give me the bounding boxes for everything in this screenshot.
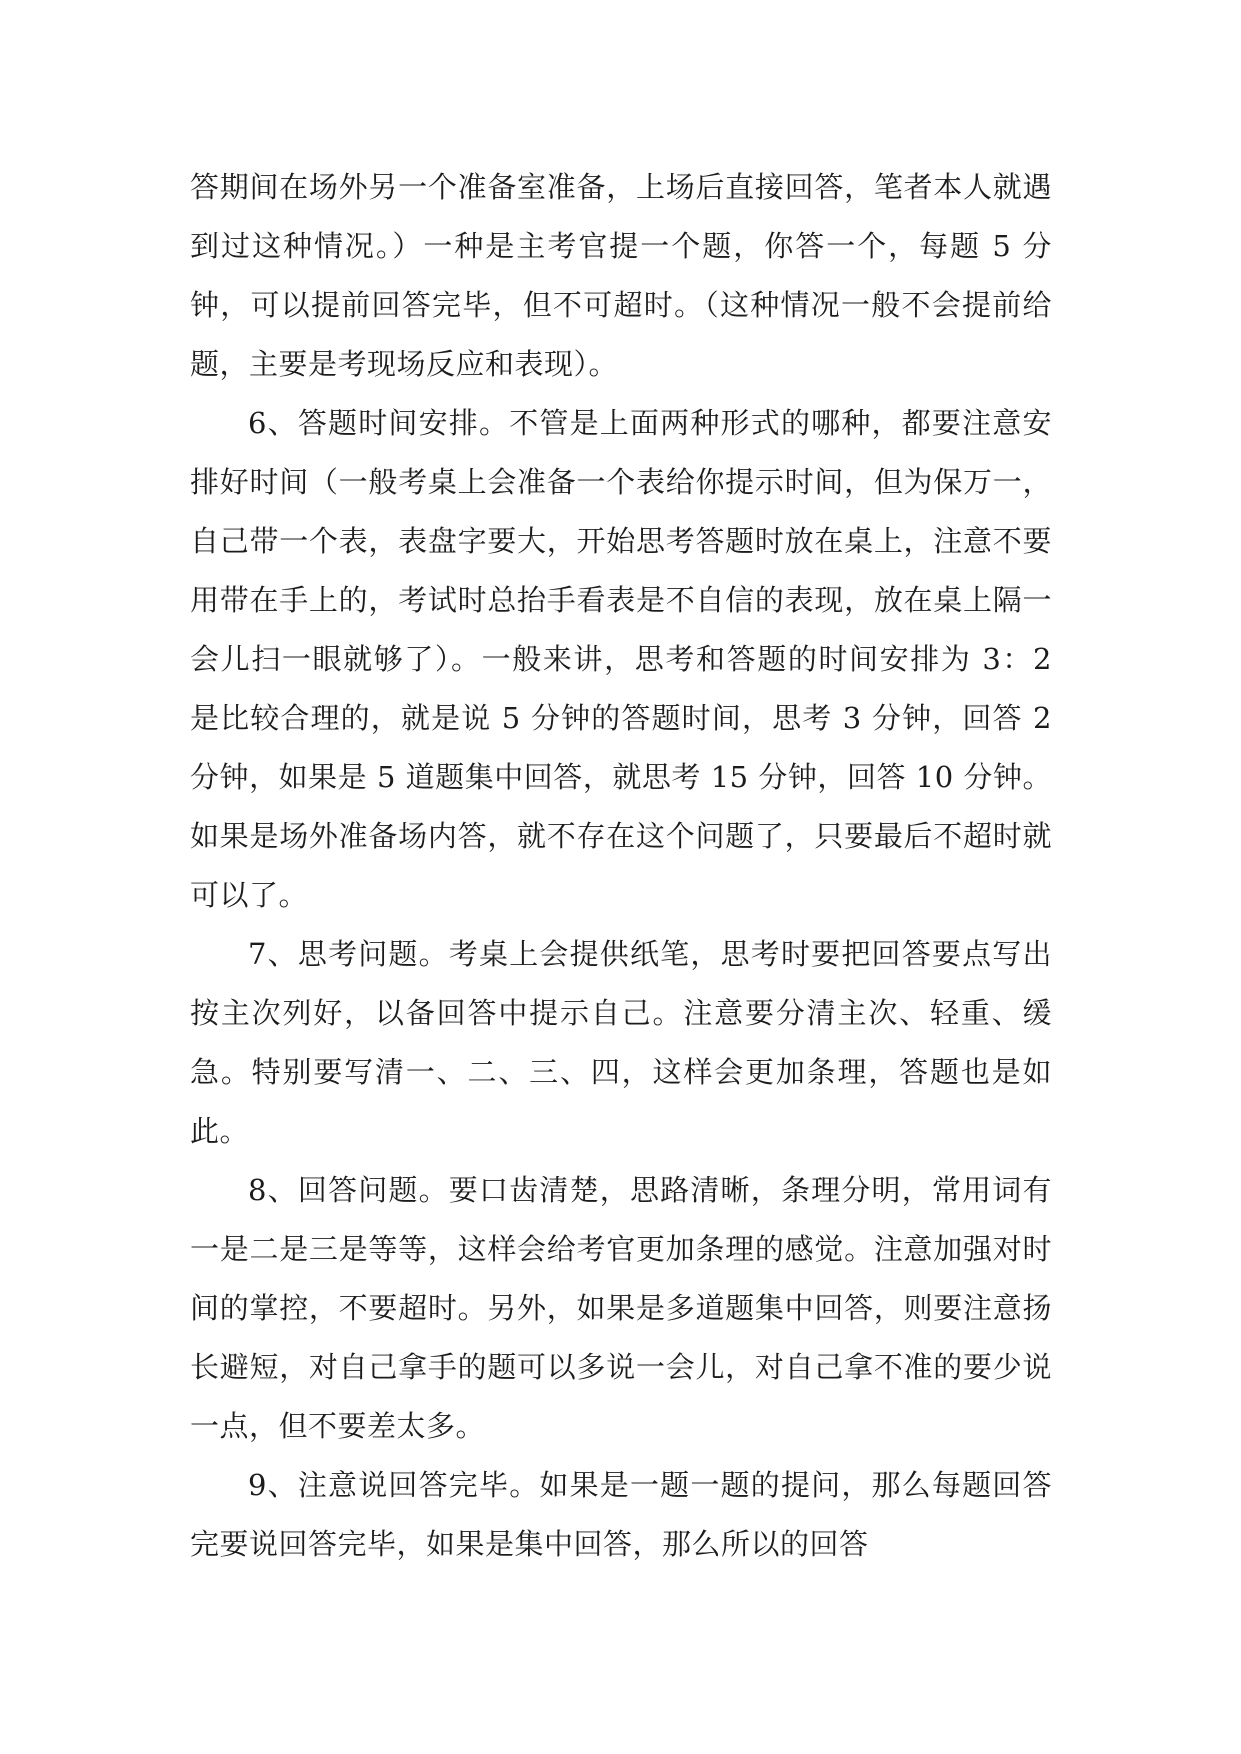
paragraph-item-9: 9、注意说回答完毕。如果是一题一题的提问，那么每题回答完要说回答完毕，如果是集中回答，那么所以的回答 — [190, 1468, 1052, 1561]
paragraph-item-6: 6、答题时间安排。不管是上面两种形式的哪种，都要注意安排好时间（一般考桌上会准备一个表给你提示时间，但为保万一，自己带一个表，表盘字要大，开始思考答题时放在桌上，注意不要用带在手上的，考试时总抬手看表是不自信的表现，放在桌上隔一会儿扫一眼就够了）。一般来讲，思考和答题的时间安排为 3：2 是比较合理的，就是说 5 分钟的答题时间，思考 3 分钟，回答 2 分钟，如果是 5 道题集中回答，就思考 15 分钟，回答 10 分钟。如果是场外准备场内答，就不存在这个问题了，只要最后不超时就可以了。 — [190, 406, 1052, 912]
body-text — [190, 158, 1052, 1574]
paragraph-item-8: 8、回答问题。要口齿清楚，思路清晰，条理分明，常用词有一是二是三是等等，这样会给考官更加条理的感觉。注意加强对时间的掌控，不要超时。另外，如果是多道题集中回答，则要注意扬长避短，对自己拿手的题可以多说一会儿，对自己拿不准的要少说一点，但不要差太多。 — [190, 1173, 1052, 1443]
paragraph-item-7: 7、思考问题。考桌上会提供纸笔，思考时要把回答要点写出按主次列好，以备回答中提示自己。注意要分清主次、轻重、缓急。特别要写清一、二、三、四，这样会更加条理，答题也是如此。 — [190, 937, 1052, 1148]
paragraph-continuation: 答期间在场外另一个准备室准备，上场后直接回答，笔者本人就遇到过这种情况。）一种是主考官提一个题，你答一个，每题 5 分钟，可以提前回答完毕，但不可超时。（这种情况一般不会提前给题，主要是考现场反应和表现）。 — [190, 170, 1052, 381]
